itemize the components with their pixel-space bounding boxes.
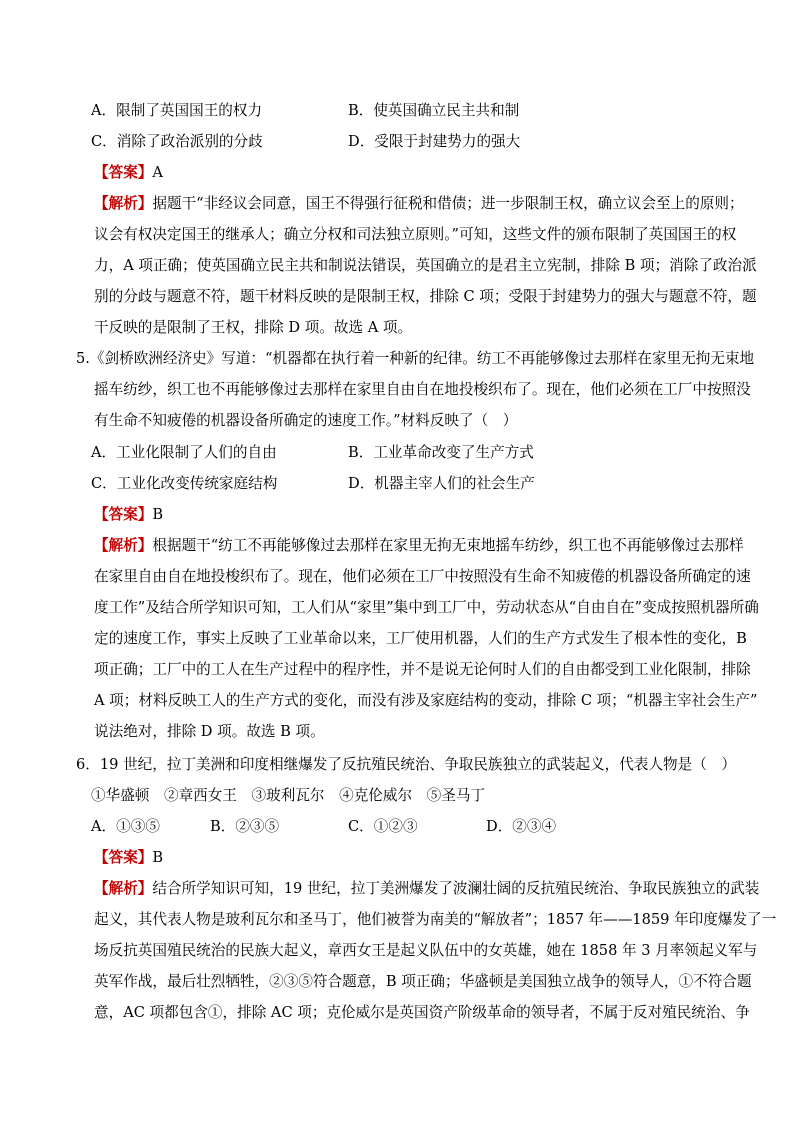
q5-option-d: D．机器主宰人们的社会生产 xyxy=(348,475,535,492)
analysis-text: 根据题干“纺工不再能够像过去那样在家里无拘无束地摇车纺纱，织工也不再能够像过去那样 xyxy=(152,537,744,554)
q6-analysis-line-4: 英军作战，最后壮烈牺牲，②③⑤符合题意，B 项正确；华盛顿是美国独立战争的领导人，①不符合题 xyxy=(94,973,752,990)
q4-analysis-line-1 xyxy=(94,194,744,214)
q5-option-a: A．工业化限制了人们的自由 xyxy=(91,444,277,461)
q5-answer xyxy=(94,505,163,525)
q6-choices: ①华盛顿 ②章西女王 ③玻利瓦尔 ④克伦威尔 ⑤圣马丁 xyxy=(91,787,486,804)
q5-analysis-line-1 xyxy=(94,536,744,556)
q4-analysis-line-5: 干反映的是限制了王权，排除 D 项。故选 A 项。 xyxy=(94,319,413,336)
q5-analysis-line-4: 定的速度工作，事实上反映了工业革命以来，工厂使用机器，人们的生产方式发生了根本性的变化，B xyxy=(94,630,747,647)
answer-label: 【答案】 xyxy=(94,164,153,181)
q4-option-a: A．限制了英国国王的权力 xyxy=(91,102,263,119)
q6-option-a: A．①③⑤ xyxy=(91,818,160,835)
q4-analysis-line-2: 议会有权决定国王的继承人；确立分权和司法独立原则。”可知，这些文件的颁布限制了英国国王的权 xyxy=(94,226,737,243)
q5-analysis-line-5: 项正确；工厂中的工人在生产过程中的程序性，并不是说无论何时人们的自由都受到工业化限制，排除 xyxy=(94,661,751,678)
q4-option-b: B．使英国确立民主共和制 xyxy=(348,102,520,119)
q6-option-c: C．①②③ xyxy=(348,818,418,835)
q6-option-b: B．②③⑤ xyxy=(210,818,280,835)
q6-analysis-line-5: 意，AC 项都包含①，排除 AC 项；克伦威尔是英国资产阶级革命的领导者，不属于反对殖民统治、争 xyxy=(94,1004,750,1021)
q4-analysis-line-3: 力，A 项正确；使英国确立民主共和制说法错误，英国确立的是君主立宪制，排除 B 项；消除了政治派 xyxy=(94,257,757,274)
q6-analysis-line-2: 起义，其代表人物是玻利瓦尔和圣马丁，他们被誉为南美的“解放者”；1857 年——1859 年印度爆发了一 xyxy=(94,911,777,928)
analysis-label: 【解析】 xyxy=(94,537,153,554)
q4-answer xyxy=(94,163,163,183)
q6-stem: 6．19 世纪，拉丁美洲和印度相继爆发了反抗殖民统治、争取民族独立的武装起义，代表人物是（ ） xyxy=(76,756,737,773)
q5-option-c: C．工业化改变传统家庭结构 xyxy=(91,475,278,492)
q6-option-d: D．②③④ xyxy=(486,818,557,835)
analysis-label: 【解析】 xyxy=(94,880,153,897)
q6-analysis-line-3: 场反抗英国殖民统治的民族大起义，章西女王是起义队伍中的女英雄，她在 1858 年 3 月率领起义军与 xyxy=(94,942,758,959)
analysis-label: 【解析】 xyxy=(94,195,153,212)
answer-label: 【答案】 xyxy=(94,506,153,523)
q5-option-b: B．工业革命改变了生产方式 xyxy=(348,444,534,461)
answer-label: 【答案】 xyxy=(94,849,153,866)
q6-analysis-line-1 xyxy=(94,879,759,899)
analysis-text: 结合所学知识可知，19 世纪，拉丁美洲爆发了波澜壮阔的反抗殖民统治、争取民族独立的武装 xyxy=(152,880,760,897)
q5-stem-line-2: 摇车纺纱，织工也不再能够像过去那样在家里自由自在地投梭织布了。现在，他们必须在工厂中按照没 xyxy=(94,381,751,398)
answer-value: B xyxy=(152,849,164,866)
q4-option-d: D．受限于封建势力的强大 xyxy=(348,133,521,150)
answer-value: B xyxy=(152,506,164,523)
q5-analysis-line-6: A 项；材料反映工人的生产方式的变化，而没有涉及家庭结构的变动，排除 C 项；“机器主宰社会生产” xyxy=(94,692,758,709)
q5-stem-line-3: 有生命不知疲倦的机器设备所确定的速度工作。”材料反映了（ ） xyxy=(94,412,518,429)
analysis-text: 据题干“非经议会同意，国王不得强行征税和借债；进一步限制王权，确立议会至上的原则； xyxy=(152,195,744,212)
q6-answer xyxy=(94,848,163,868)
answer-value: A xyxy=(152,164,163,181)
q5-analysis-line-2: 在家里自由自在地投梭织布了。现在，他们必须在工厂中按照没有生命不知疲倦的机器设备所确定的速 xyxy=(94,568,751,585)
q4-option-c: C．消除了政治派别的分歧 xyxy=(91,133,263,150)
q5-analysis-line-7: 说法绝对，排除 D 项。故选 B 项。 xyxy=(94,723,325,740)
q4-analysis-line-4: 别的分歧与题意不符，题干材料反映的是限制王权，排除 C 项；受限于封建势力的强大与题意不符，题 xyxy=(94,288,757,305)
q5-analysis-line-3: 度工作”及结合所学知识可知，工人们从“家里”集中到工厂中，劳动状态从“自由自在”变成按照机器所确 xyxy=(94,599,759,616)
q5-stem-line-1: 5.《剑桥欧洲经济史》写道：“机器都在执行着一种新的纪律。纺工不再能够像过去那样在家里无拘无束地 xyxy=(76,350,755,367)
